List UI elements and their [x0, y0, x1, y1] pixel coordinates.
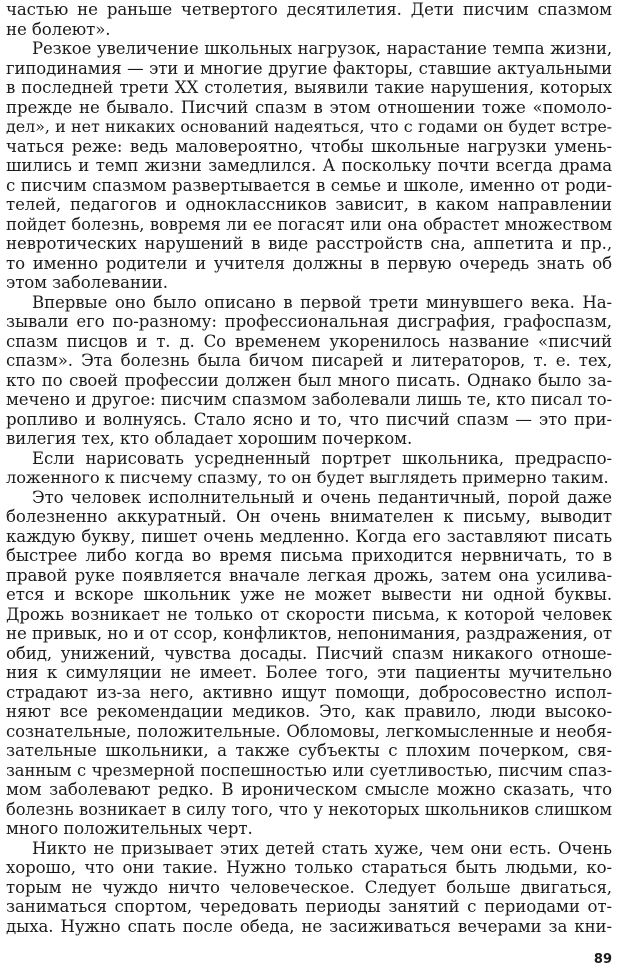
text-line: ропливо и волнуясь. Стало ясно и то, что писчий спазм — это при- [6, 409, 612, 429]
text-line: Впервые оно было описано в первой трети минувшего века. На- [32, 292, 612, 312]
text-line: дел», и нет никаких оснований надеяться, что с годами он будет встре- [6, 117, 612, 136]
text-line: сознательные, положительные. Обломовы, легкомысленные и необя- [6, 721, 612, 741]
text-line: мом заболевают редко. В ироническом смысле можно сказать, что [6, 780, 612, 799]
text-line: дыха. Нужно спать после обеда, не засиживаться вечерами за кни- [6, 916, 612, 936]
text-line: то именно родители и учителя должны в первую очередь знать об [6, 253, 612, 273]
text-line: не привык, но и от ссор, конфликтов, непонимания, раздражения, от [6, 624, 612, 643]
text-line: спазм». Эта болезнь была бичом писарей и литераторов, т. е. тех, [6, 351, 612, 370]
text-line: с писчим спазмом развертывается в семье и школе, именно от роди- [6, 175, 612, 195]
text-line: невротических нарушений в виде расстройств сна, аппетита и пр., [6, 234, 612, 253]
text-line: болезнь возникает в силу того, что у некоторых школьников слишком [6, 799, 612, 819]
text-line: Резкое увеличение школьных нагрузок, нарастание темпа жизни, [32, 39, 612, 58]
text-line: телей, педагогов и одноклассников зависит, в каком направлении [6, 195, 612, 214]
text-line: этом заболевании. [6, 273, 168, 292]
text-line: не болеют». [6, 19, 111, 39]
text-line: торым не чуждо ничто человеческое. Следует больше двигаться, [6, 877, 612, 897]
text-line: чаться реже: ведь маловероятно, чтобы школьные нагрузки умень- [6, 136, 612, 156]
text-line: шились и темп жизни замедлился. А поскольку почти всегда драма [6, 156, 612, 175]
text-line: ния к симуляции не имеет. Более того, эти пациенты мучительно [6, 663, 612, 682]
text-line: ложенного к писчему спазму, то он будет выглядеть примерно таким. [6, 468, 609, 487]
text-line: болезненно аккуратный. Он очень внимателен к письму, выводит [6, 507, 612, 526]
text-line: зывали его по-разному: профессиональная дисграфия, графоспазм, [6, 312, 612, 331]
text-line: зательные школьники, а также субъекты с плохим почерком, свя- [6, 741, 612, 760]
text-line: Дрожь возникает не только от скорости письма, к которой человек [6, 604, 612, 624]
text-line: обид, унижений, чувства досады. Писчий спазм никакого отноше- [6, 643, 612, 663]
text-line: правой руке появляется вначале легкая дрожь, затем она усилива- [6, 565, 612, 585]
text-line: няют все рекомендации медиков. Это, как правило, люди высоко- [6, 702, 612, 721]
text-line: быстрее либо когда во время письма приходится нервничать, то в [6, 546, 612, 565]
text-line: много положительных черт. [6, 819, 253, 838]
text-line: спазм писцов и т. д. Со временем укоренилось название «писчий [6, 331, 612, 351]
text-line: Никто не призывает этих детей стать хуже, чем они есть. Очень [32, 838, 612, 858]
text-line: Если нарисовать усредненный портрет школьника, предраспо- [32, 448, 612, 468]
text-line: ется и вскоре школьник уже не может вывести ни одной буквы. [6, 585, 612, 604]
text-line: прежде не бывало. Писчий спазм в этом отношении тоже «помоло- [6, 97, 612, 117]
text-line: вилегия тех, кто обладает хорошим почерком. [6, 429, 413, 448]
body-text [6, 0, 612, 936]
page-number: 89 [593, 952, 612, 967]
text-line: мечено и другое: писчим спазмом заболевали лишь те, кто писал то- [6, 390, 612, 409]
text-line: в последней трети XX столетия, выявили такие нарушения, которых [6, 78, 612, 97]
text-line: Это человек исполнительный и очень педантичный, порой даже [32, 487, 612, 507]
text-line: хорошо, что они такие. Нужно только стараться быть людьми, ко- [6, 858, 612, 877]
text-line: пойдет болезнь, вовремя ли ее погасят или она обрастет множеством [6, 214, 612, 234]
text-line: кто по своей профессии должен был много писать. Однако было за- [6, 370, 612, 390]
text-line: каждую букву, пишет очень медленно. Когда его заставляют писать [6, 526, 612, 546]
text-line: гиподинамия — эти и многие другие факторы, ставшие актуальными [6, 58, 612, 78]
text-line: страдают из-за него, активно ищут помощи, добросовестно испол- [6, 682, 612, 702]
text-line: заниматься спортом, чередовать периоды занятий с периодами от- [6, 897, 612, 916]
text-line: занным с чрезмерной поспешностью или суетливостью, писчим спаз- [6, 760, 612, 780]
text-line: частью не раньше четвертого десятилетия. Дети писчим спазмом [6, 0, 612, 19]
